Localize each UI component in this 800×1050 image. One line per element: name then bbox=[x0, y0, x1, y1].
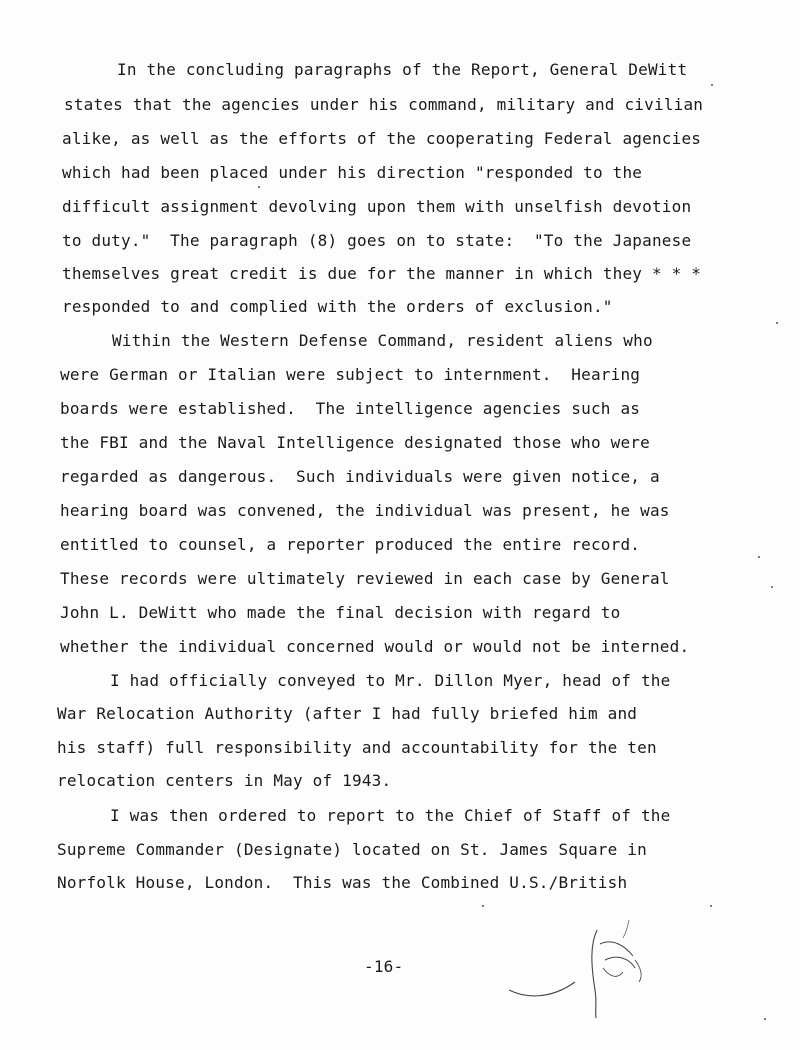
text-line: states that the agencies under his command, military and civilian bbox=[64, 95, 704, 114]
handwritten-initials-signature bbox=[505, 920, 655, 1020]
text-line: These records were ultimately reviewed in each case by General bbox=[60, 569, 670, 588]
text-line: John L. DeWitt who made the final decision with regard to bbox=[60, 603, 621, 622]
text-line: which had been placed under his direction "responded to the bbox=[62, 163, 643, 182]
text-line: were German or Italian were subject to internment. Hearing bbox=[60, 365, 641, 384]
text-line: I had officially conveyed to Mr. Dillon Myer, head of the bbox=[110, 671, 671, 690]
text-line: relocation centers in May of 1943. bbox=[57, 771, 392, 790]
text-line: to duty." The paragraph (8) goes on to state: "To the Japanese bbox=[62, 231, 692, 250]
scan-speck bbox=[771, 586, 773, 588]
text-line: responded to and complied with the orders of exclusion." bbox=[62, 297, 613, 316]
scan-speck bbox=[711, 84, 713, 86]
text-line: difficult assignment devolving upon them with unselfish devotion bbox=[62, 197, 692, 216]
text-line: Within the Western Defense Command, resident aliens who bbox=[112, 331, 653, 350]
text-line: regarded as dangerous. Such individuals were given notice, a bbox=[60, 467, 660, 486]
text-line: I was then ordered to report to the Chief of Staff of the bbox=[110, 806, 671, 825]
text-line: whether the individual concerned would or would not be interned. bbox=[60, 637, 690, 656]
text-line: In the concluding paragraphs of the Report, General DeWitt bbox=[117, 60, 688, 79]
scan-speck bbox=[258, 186, 260, 188]
text-line: the FBI and the Naval Intelligence designated those who were bbox=[60, 433, 650, 452]
scan-speck bbox=[482, 905, 484, 907]
text-line: alike, as well as the efforts of the cooperating Federal agencies bbox=[62, 129, 702, 148]
page-number: -16- bbox=[364, 957, 404, 976]
text-line: hearing board was convened, the individual was present, he was bbox=[60, 501, 670, 520]
text-line: entitled to counsel, a reporter produced the entire record. bbox=[60, 535, 641, 554]
scan-speck bbox=[776, 322, 778, 324]
text-line: Supreme Commander (Designate) located on St. James Square in bbox=[57, 840, 647, 859]
text-line: Norfolk House, London. This was the Combined U.S./British bbox=[57, 873, 628, 892]
scan-speck bbox=[764, 1018, 766, 1020]
text-line: themselves great credit is due for the manner in which they * * * bbox=[62, 264, 702, 283]
text-line: his staff) full responsibility and accountability for the ten bbox=[57, 738, 657, 757]
text-line: War Relocation Authority (after I had fully briefed him and bbox=[57, 704, 638, 723]
text-line: boards were established. The intelligence agencies such as bbox=[60, 399, 641, 418]
scan-speck bbox=[758, 556, 760, 558]
scan-speck bbox=[710, 905, 712, 907]
